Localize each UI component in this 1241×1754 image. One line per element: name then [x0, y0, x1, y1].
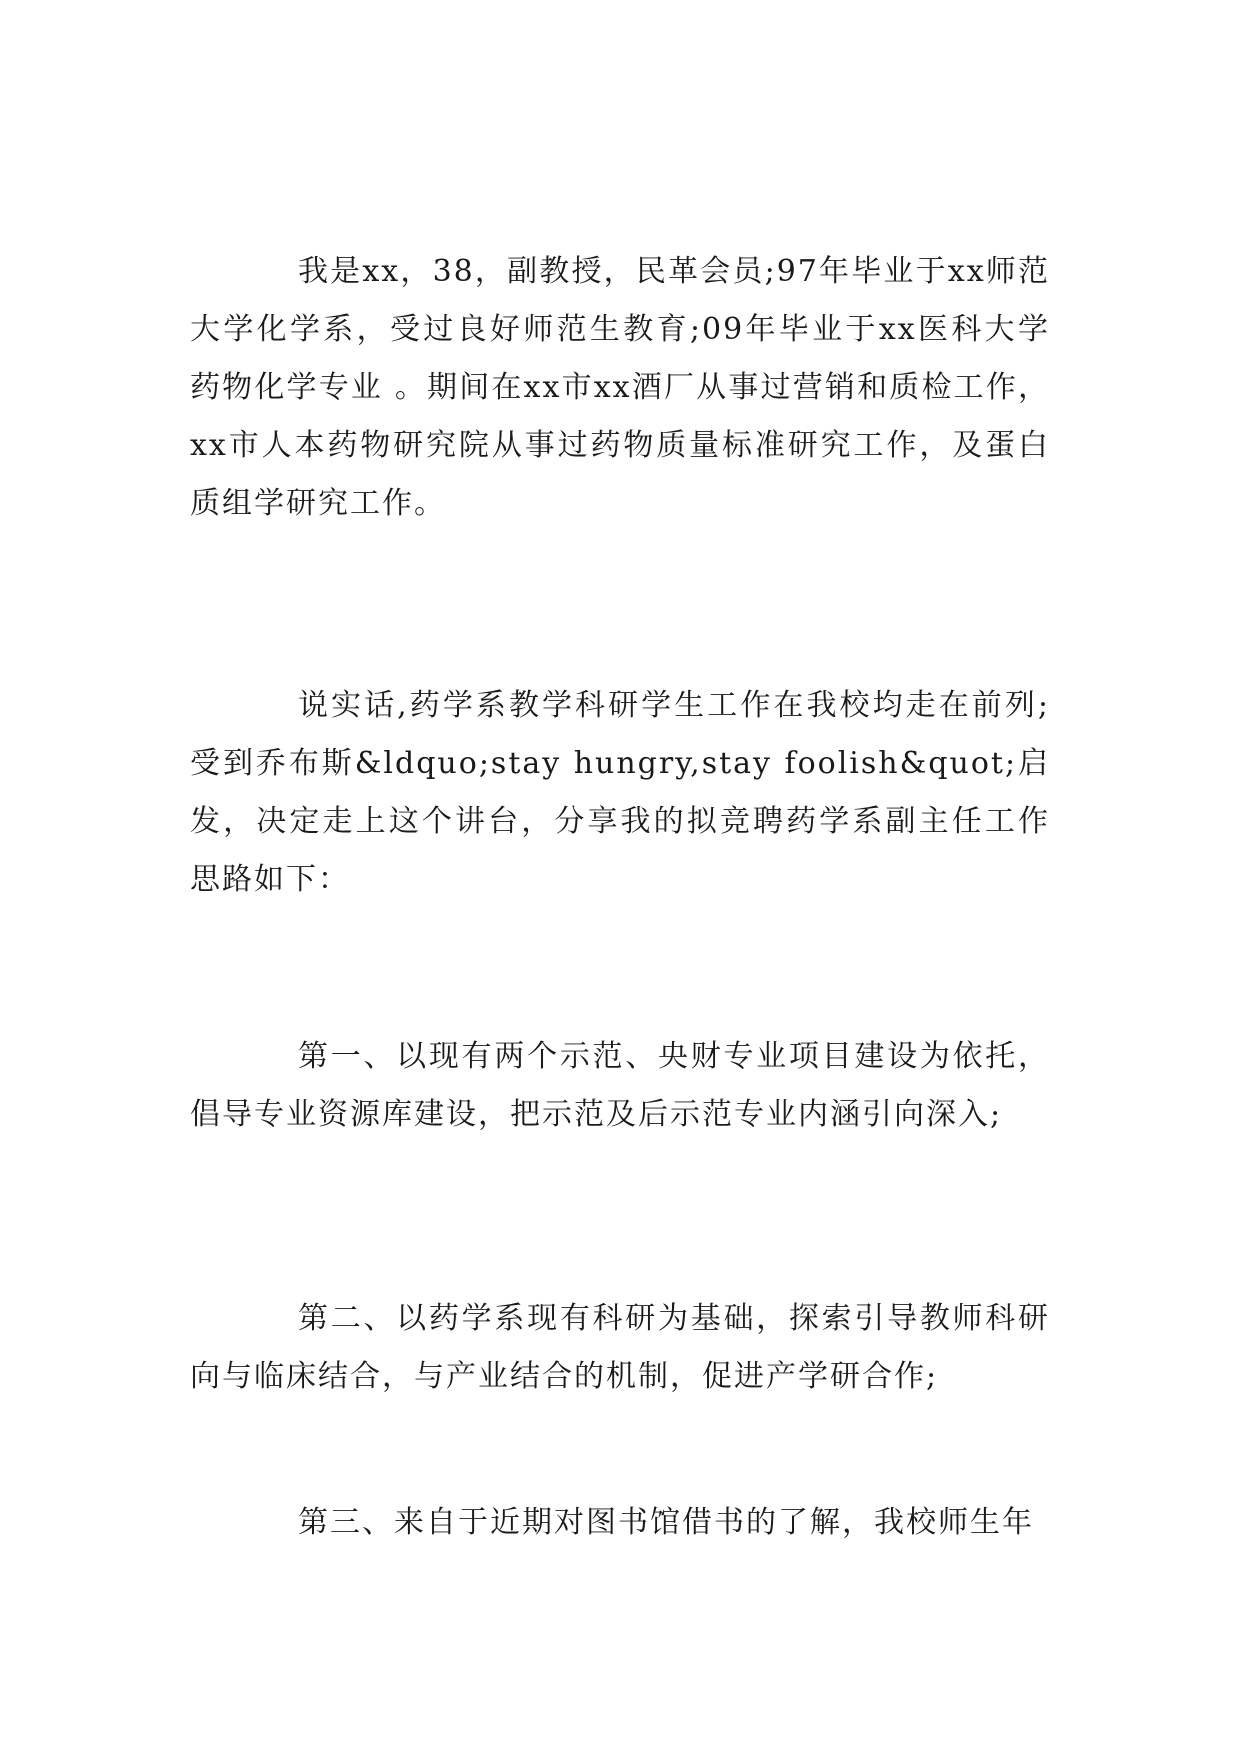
paragraph-point-two: 第二、以药学系现有科研为基础，探索引导教师科研向与临床结合，与产业结合的机制，促进产学研合作; [190, 1301, 1050, 1394]
paragraph-point-three: 第三、来自于近期对图书馆借书的了解，我校师生年 [298, 1505, 1034, 1540]
paragraph-point-one: 第一、以现有两个示范、央财专业项目建设为依托，倡导专业资源库建设，把示范及后示范专业内涵引向深入; [190, 1039, 1050, 1132]
paragraph-motivation: 说实话,药学系教学科研学生工作在我校均走在前列;受到乔布斯&ldquo;stay hungry,stay foolish&quot;启发，决定走上这个讲台，分享我的拟竞聘药学系副主任工作思路如下： [190, 688, 1050, 897]
paragraph-introduction: 我是xx，38，副教授，民革会员;97年毕业于xx师范大学化学系，受过良好师范生教育;09年毕业于xx医科大学药物化学专业 。期间在xx市xx酒厂从事过营销和质检工作，xx市人本药物研究院从事过药物质量标准研究工作，及蛋白质组学研究工作。 [190, 254, 1050, 521]
